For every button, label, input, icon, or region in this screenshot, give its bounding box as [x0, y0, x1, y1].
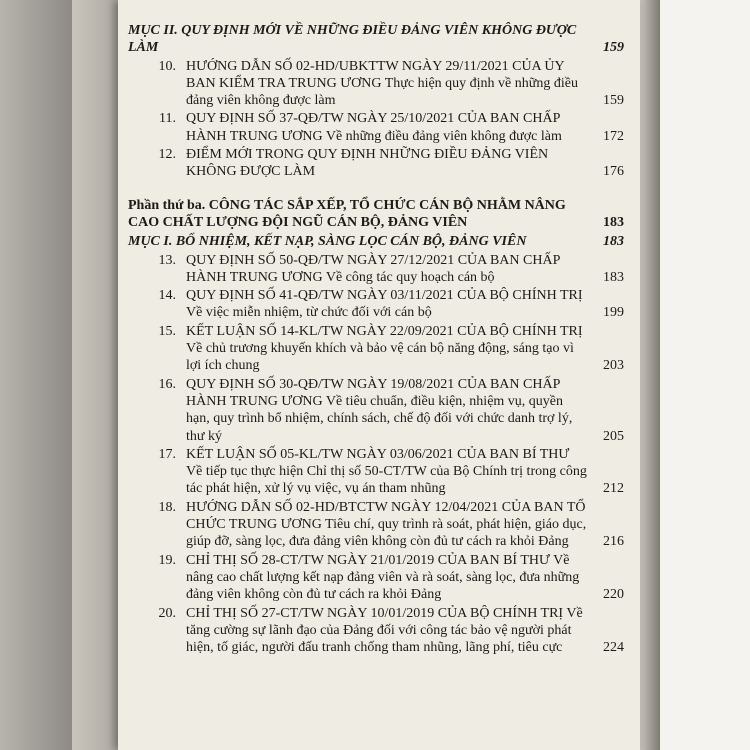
entry-number: 15.	[158, 323, 176, 339]
entry-number: 12.	[158, 147, 176, 163]
page-number: 183	[603, 234, 624, 250]
toc-entry	[128, 499, 624, 551]
entry-title: QUY ĐỊNH SỐ 30-QĐ/TW NGÀY 19/08/2021 CỦA BAN CHẤP HÀNH TRUNG ƯƠNG Về tiêu chuẩn, điều kiện, nhiệm vụ, quyền hạn, quy trình bổ nhiệm, chính sách, chế độ đối với chức danh trợ lý, thư ký	[186, 376, 573, 444]
entry-number: 19.	[158, 552, 176, 568]
page-number: 183	[603, 269, 624, 285]
entry-number: 11.	[159, 111, 176, 127]
entry-title: QUY ĐỊNH SỐ 37-QĐ/TW NGÀY 25/10/2021 CỦA BAN CHẤP HÀNH TRUNG ƯƠNG Về những điều đảng viên không được làm	[186, 111, 562, 144]
section-heading-2	[128, 22, 624, 57]
page-right-edge	[640, 0, 660, 750]
entry-title: ĐIỂM MỚI TRONG QUY ĐỊNH NHỮNG ĐIỀU ĐẢNG VIÊN KHÔNG ĐƯỢC LÀM	[186, 147, 549, 180]
entry-number: 18.	[158, 499, 176, 515]
entry-title: QUY ĐỊNH SỐ 50-QĐ/TW NGÀY 27/12/2021 CỦA BAN CHẤP HÀNH TRUNG ƯƠNG Về công tác quy hoạch cán bộ	[186, 252, 560, 285]
entry-number: 13.	[158, 252, 176, 268]
entry-title: HƯỚNG DẪN SỐ 02-HD/UBKTTW NGÀY 29/11/2021 CỦA ỦY BAN KIỂM TRA TRUNG ƯƠNG Thực hiện quy định về những điều đảng viên không được làm	[186, 58, 578, 109]
section-title: MỤC I. BỔ NHIỆM, KẾT NẠP, SÀNG LỌC CÁN BỘ, ĐẢNG VIÊN	[128, 234, 527, 250]
page-number: 172	[603, 128, 624, 144]
entries-section-1	[128, 252, 624, 657]
background-right	[660, 0, 750, 750]
page-number: 224	[603, 640, 624, 656]
toc-entry	[128, 552, 624, 604]
entry-title: CHỈ THỊ SỐ 28-CT/TW NGÀY 21/01/2019 CỦA BAN BÍ THƯ Về nâng cao chất lượng kết nạp đảng viên và rà soát, sàng lọc, đưa những đảng viên không còn đủ tư cách ra khỏi Đảng	[186, 552, 580, 603]
entries-section-2	[128, 58, 624, 181]
page-number: 199	[603, 305, 624, 321]
entry-title: CHỈ THỊ SỐ 27-CT/TW NGÀY 10/01/2019 CỦA BỘ CHÍNH TRỊ Về tăng cường sự lãnh đạo của Đảng đối với công tác bảo vệ người phát hiện, tố giác, người đấu tranh chống tham nhũng, lãng phí, tiêu cực	[186, 605, 583, 656]
entry-title: HƯỚNG DẪN SỐ 02-HD/BTCTW NGÀY 12/04/2021 CỦA BAN TỔ CHỨC TRUNG ƯƠNG Tiêu chí, quy trình rà soát, phát hiện, giáo dục, giúp đỡ, sàng lọc, đưa đảng viên không còn đủ tư cách ra khỏi Đảng	[186, 499, 587, 550]
entry-number: 16.	[158, 376, 176, 392]
page-number: 205	[603, 428, 624, 444]
toc-entry	[128, 446, 624, 498]
section-heading-1	[128, 233, 624, 250]
page-number: 203	[603, 358, 624, 374]
page-number: 159	[603, 93, 624, 109]
page-number: 220	[603, 587, 624, 603]
entry-number: 17.	[158, 446, 176, 462]
entry-number: 14.	[158, 288, 176, 304]
page-number: 183	[603, 214, 624, 230]
entry-title: QUY ĐỊNH SỐ 41-QĐ/TW NGÀY 03/11/2021 CỦA BỘ CHÍNH TRỊ Về việc miễn nhiệm, từ chức đối với cán bộ	[186, 288, 583, 321]
toc-entry	[128, 252, 624, 287]
toc-entry	[128, 287, 624, 322]
entry-number: 10.	[158, 58, 176, 74]
toc-entry	[128, 323, 624, 375]
page-number: 159	[603, 40, 624, 56]
entry-title: KẾT LUẬN SỐ 14-KL/TW NGÀY 22/09/2021 CỦA BỘ CHÍNH TRỊ Về chủ trương khuyến khích và bảo vệ cán bộ năng động, sáng tạo vì lợi ích chung	[186, 323, 583, 374]
table-of-contents	[128, 22, 624, 656]
toc-entry	[128, 110, 624, 145]
page-number: 176	[603, 164, 624, 180]
toc-entry	[128, 58, 624, 110]
entry-number: 20.	[158, 605, 176, 621]
page-number: 216	[603, 534, 624, 550]
page-number: 212	[603, 481, 624, 497]
toc-entry	[128, 146, 624, 181]
toc-entry	[128, 605, 624, 657]
section-title: MỤC II. QUY ĐỊNH MỚI VỀ NHỮNG ĐIỀU ĐẢNG VIÊN KHÔNG ĐƯỢC LÀM	[128, 23, 577, 56]
toc-entry	[128, 376, 624, 445]
entry-title: KẾT LUẬN SỐ 05-KL/TW NGÀY 03/06/2021 CỦA BAN BÍ THƯ Về tiếp tục thực hiện Chỉ thị số 50-CT/TW của Bộ Chính trị trong công tác phát hiện, xử lý vụ việc, vụ án tham nhũng	[186, 446, 587, 497]
part-heading-3	[128, 197, 624, 232]
part-title: Phần thứ ba. CÔNG TÁC SẮP XẾP, TỔ CHỨC CÁN BỘ NHẰM NÂNG CAO CHẤT LƯỢNG ĐỘI NGŨ CÁN BỘ, ĐẢNG VIÊN	[128, 197, 566, 230]
